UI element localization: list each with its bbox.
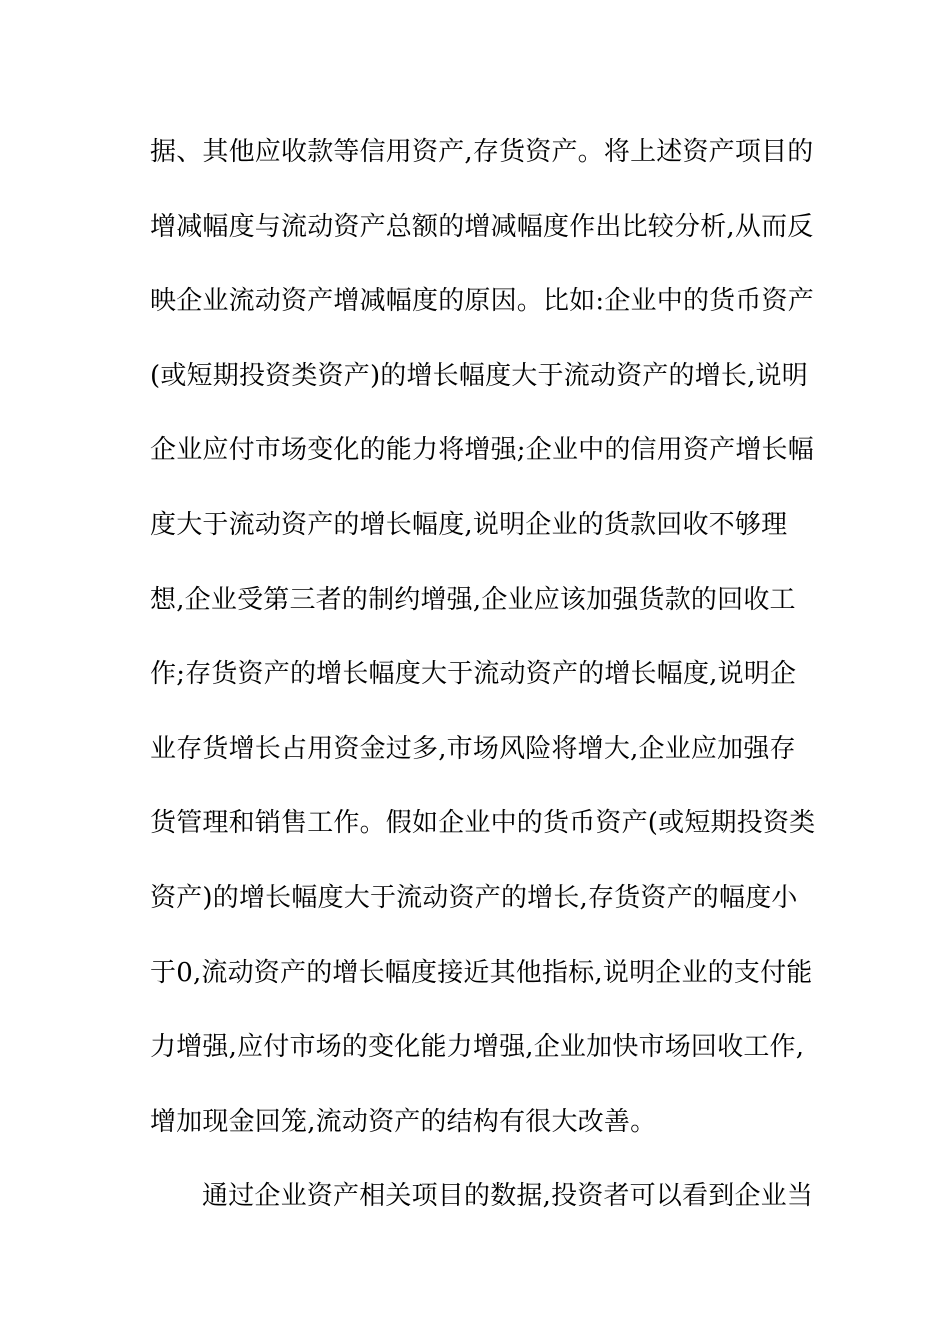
text-line-indented: 通过企业资产相关项目的数据,投资者可以看到企业当 xyxy=(202,1181,814,1212)
text-line: 资产)的增长幅度大于流动资产的增长,存货资产的幅度小 xyxy=(150,882,798,913)
text-line: 于0,流动资产的增长幅度接近其他指标,说明企业的支付能 xyxy=(150,957,813,988)
text-line: 映企业流动资产增减幅度的原因。比如:企业中的货币资产 xyxy=(150,286,814,317)
text-line: 度大于流动资产的增长幅度,说明企业的货款回收不够理 xyxy=(150,509,788,540)
text-line: 增减幅度与流动资产总额的增减幅度作出比较分析,从而反 xyxy=(150,211,814,242)
text-line: 据、其他应收款等信用资产,存货资产。将上述资产项目的 xyxy=(150,137,814,167)
body-text xyxy=(150,128,816,1247)
text-line: 货管理和销售工作。假如企业中的货币资产(或短期投资类 xyxy=(150,808,816,839)
text-line: 企业应付市场变化的能力将增强;企业中的信用资产增长幅 xyxy=(150,435,814,466)
text-line: 想,企业受第三者的制约增强,企业应该加强货款的回收工 xyxy=(150,584,796,615)
text-line: 作;存货资产的增长幅度大于流动资产的增长幅度,说明企 xyxy=(150,659,797,690)
text-line: 业存货增长占用资金过多,市场风险将增大,企业应加强存 xyxy=(150,733,796,764)
text-line: 力增强,应付市场的变化能力增强,企业加快市场回收工作, xyxy=(150,1032,805,1063)
text-line: 增加现金回笼,流动资产的结构有很大改善。 xyxy=(150,1106,657,1137)
text-line: (或短期投资类资产)的增长幅度大于流动资产的增长,说明 xyxy=(150,360,808,391)
